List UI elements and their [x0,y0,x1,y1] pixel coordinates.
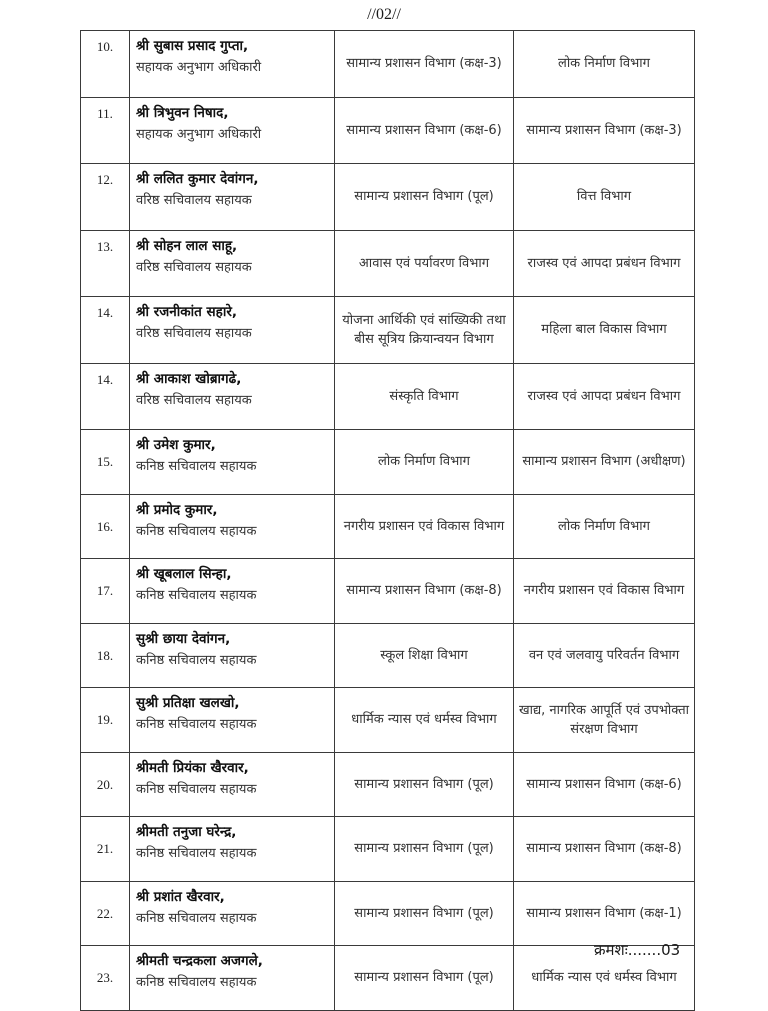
new-department: लोक निर्माण विभाग [514,31,695,98]
employee-cell [130,494,335,559]
employee-designation: कनिष्ठ सचिवालय सहायक [136,717,257,732]
employee-cell [130,946,335,1011]
table-row [81,297,695,364]
employee-cell [130,752,335,817]
employee-name: श्री उमेश कुमार, [136,437,216,453]
table-row [81,623,695,688]
current-department: आवास एवं पर्यावरण विभाग [335,230,514,297]
current-department: सामान्य प्रशासन विभाग (कक्ष-3) [335,31,514,98]
employee-name: श्री रजनीकांत सहारे, [136,304,237,320]
new-department: सामान्य प्रशासन विभाग (कक्ष-6) [514,752,695,817]
employee-designation: कनिष्ठ सचिवालय सहायक [136,910,257,926]
current-department: स्कूल शिक्षा विभाग [335,623,514,688]
continued-note: क्रमशः.......03 [594,941,681,959]
new-department: राजस्व एवं आपदा प्रबंधन विभाग [514,230,695,297]
new-department: राजस्व एवं आपदा प्रबंधन विभाग [514,363,695,430]
table-row [81,494,695,559]
employee-name: श्रीमती प्रियंका खैरवार, [136,759,249,776]
employee-name: श्री ललित कुमार देवांगन, [136,171,259,187]
employee-cell [130,297,335,364]
employee-name: श्री प्रमोद कुमार, [136,501,218,518]
new-department: नगरीय प्रशासन एवं विकास विभाग [514,559,695,624]
employee-designation: कनिष्ठ सचिवालय सहायक [136,459,257,474]
serial-number: 14. [81,297,130,364]
new-department: सामान्य प्रशासन विभाग (कक्ष-1) [514,881,695,946]
employee-cell [130,164,335,231]
page-number-header: //02// [367,6,401,23]
serial-number: 17. [81,559,130,624]
serial-number: 12. [81,164,130,231]
employee-designation: कनिष्ठ सचिवालय सहायक [136,846,257,861]
employee-name: श्रीमती चन्द्रकला अजगले, [136,953,263,969]
employee-name: श्रीमती तनुजा घरेन्द्र, [136,824,237,840]
current-department: सामान्य प्रशासन विभाग (कक्ष-6) [335,97,514,164]
employee-cell [130,688,335,753]
new-department: महिला बाल विकास विभाग [514,297,695,364]
new-department: लोक निर्माण विभाग [514,494,695,559]
current-department: सामान्य प्रशासन विभाग (पूल) [335,752,514,817]
serial-number: 11. [81,97,130,164]
employee-designation: वरिष्ठ सचिवालय सहायक [136,326,252,341]
serial-number: 18. [81,623,130,688]
new-department: वित्त विभाग [514,164,695,231]
employee-name: श्री आकाश खोब्रागढे, [136,370,242,387]
employee-designation: सहायक अनुभाग अधिकारी [136,60,262,75]
employee-designation: कनिष्ठ सचिवालय सहायक [136,652,257,668]
employee-name: सुश्री प्रतिक्षा खलखो, [136,695,240,711]
serial-number: 23. [81,946,130,1011]
serial-number: 21. [81,817,130,882]
table-row [81,688,695,753]
new-department: सामान्य प्रशासन विभाग (अधीक्षण) [514,430,695,495]
table-row [81,559,695,624]
serial-number: 15. [81,430,130,495]
new-department: खाद्य, नागरिक आपूर्ति एवं उपभोक्ता संरक्षण विभाग [514,688,695,753]
employee-cell [130,97,335,164]
serial-number: 20. [81,752,130,817]
employee-cell [130,363,335,430]
current-department: सामान्य प्रशासन विभाग (पूल) [335,817,514,882]
new-department: वन एवं जलवायु परिवर्तन विभाग [514,623,695,688]
employee-name: श्री प्रशांत खैरवार, [136,888,225,905]
table-row [81,164,695,231]
serial-number: 22. [81,881,130,946]
employee-name: श्री सोहन लाल साहू, [136,237,238,254]
table-row [81,752,695,817]
table-row [81,430,695,495]
employee-name: सुश्री छाया देवांगन, [136,630,231,647]
employee-cell [130,31,335,98]
serial-number: 10. [81,31,130,98]
employee-designation: वरिष्ठ सचिवालय सहायक [136,392,252,408]
transfer-table [80,30,695,1011]
employee-designation: सहायक अनुभाग अधिकारी [136,126,262,142]
employee-cell [130,430,335,495]
employee-cell [130,230,335,297]
table-row [81,230,695,297]
new-department: सामान्य प्रशासन विभाग (कक्ष-8) [514,817,695,882]
employee-designation: कनिष्ठ सचिवालय सहायक [136,975,257,990]
employee-cell [130,881,335,946]
employee-designation: वरिष्ठ सचिवालय सहायक [136,259,252,275]
current-department: सामान्य प्रशासन विभाग (कक्ष-8) [335,559,514,624]
table-row [81,817,695,882]
table-body [81,31,695,1011]
employee-designation: वरिष्ठ सचिवालय सहायक [136,193,252,208]
new-department: सामान्य प्रशासन विभाग (कक्ष-3) [514,97,695,164]
employee-cell [130,817,335,882]
employee-designation: कनिष्ठ सचिवालय सहायक [136,523,257,539]
new-department: धार्मिक न्यास एवं धर्मस्व विभाग [514,946,695,1011]
table-row [81,97,695,164]
current-department: धार्मिक न्यास एवं धर्मस्व विभाग [335,688,514,753]
current-department: सामान्य प्रशासन विभाग (पूल) [335,881,514,946]
table-row [81,881,695,946]
serial-number: 16. [81,494,130,559]
employee-designation: कनिष्ठ सचिवालय सहायक [136,781,257,797]
serial-number: 14. [81,363,130,430]
employee-cell [130,623,335,688]
current-department: संस्कृति विभाग [335,363,514,430]
employee-name: श्री खूबलाल सिन्हा, [136,566,232,582]
current-department: सामान्य प्रशासन विभाग (पूल) [335,164,514,231]
employee-cell [130,559,335,624]
employee-name: श्री सुबास प्रसाद गुप्ता, [136,38,249,54]
current-department: नगरीय प्रशासन एवं विकास विभाग [335,494,514,559]
current-department: लोक निर्माण विभाग [335,430,514,495]
employee-name: श्री त्रिभुवन निषाद, [136,104,229,121]
serial-number: 13. [81,230,130,297]
table-row [81,31,695,98]
employee-designation: कनिष्ठ सचिवालय सहायक [136,588,257,603]
current-department: सामान्य प्रशासन विभाग (पूल) [335,946,514,1011]
current-department: योजना आर्थिकी एवं सांख्यिकी तथा बीस सूत्रिय क्रियान्वयन विभाग [335,297,514,364]
table-row [81,363,695,430]
serial-number: 19. [81,688,130,753]
